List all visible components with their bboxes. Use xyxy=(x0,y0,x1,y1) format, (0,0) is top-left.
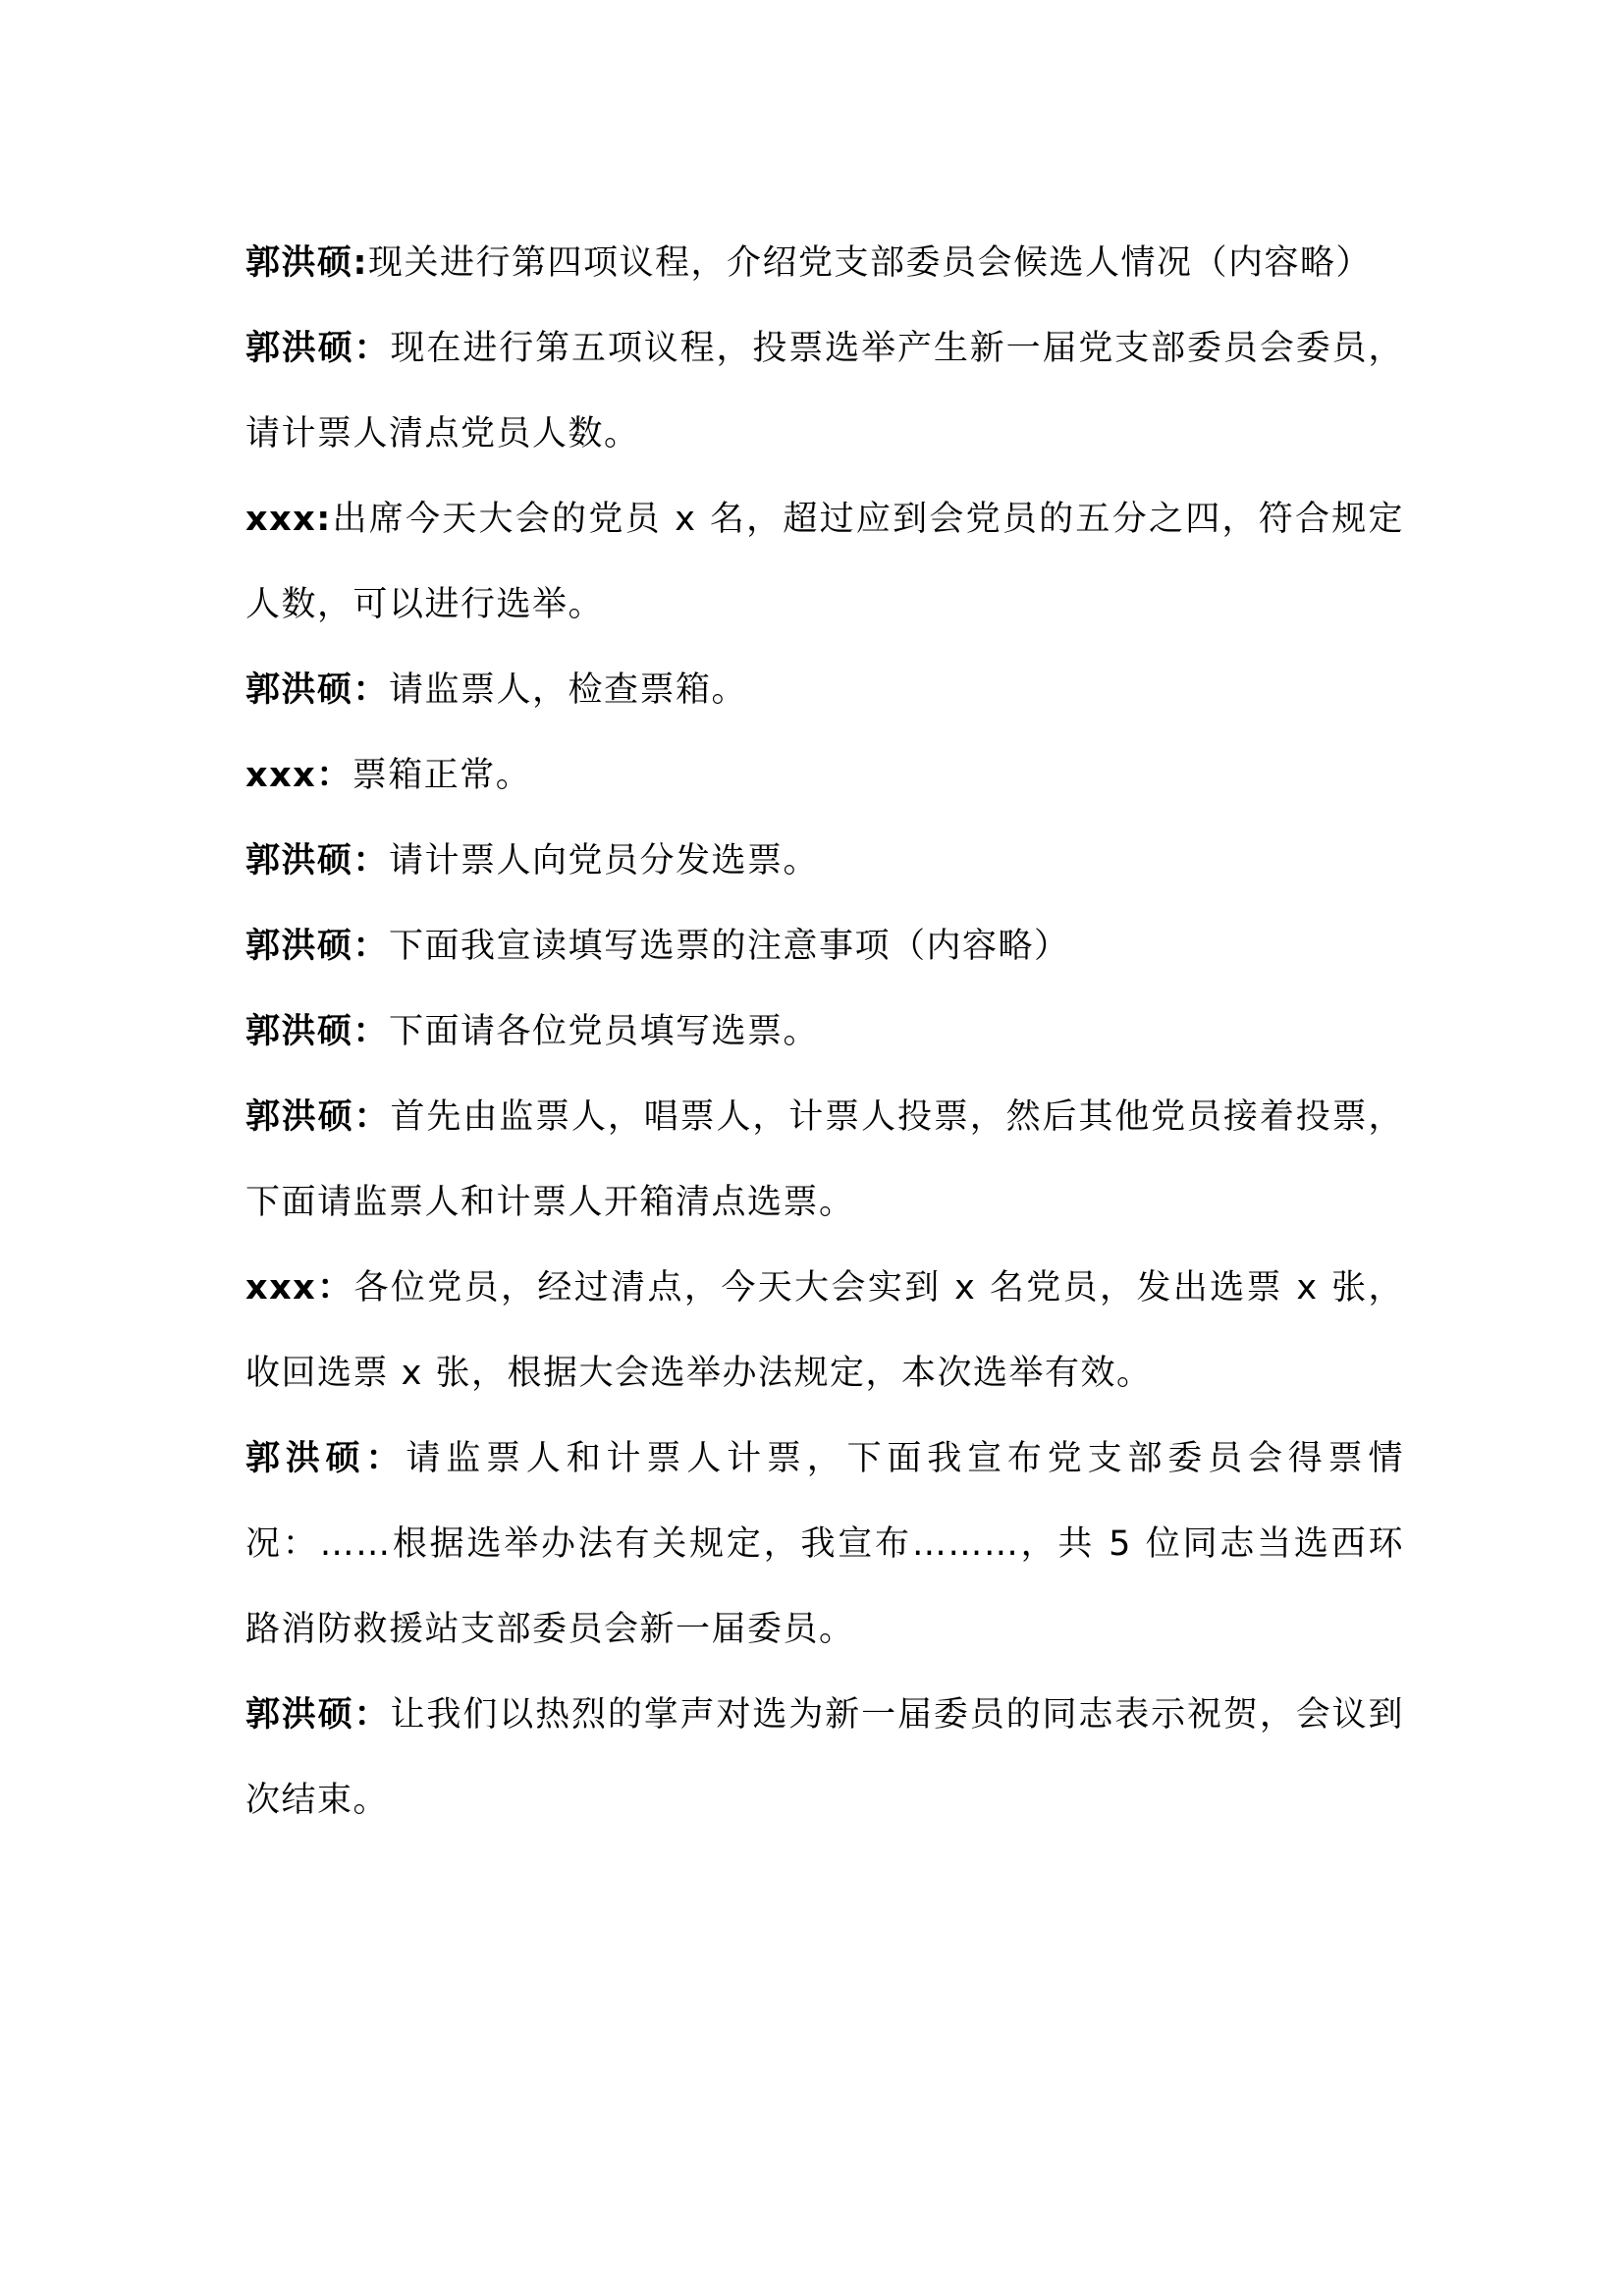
speaker-label: 郭洪硕： xyxy=(245,329,391,368)
paragraph-agenda-4 xyxy=(245,221,1404,306)
speaker-label: 郭洪硕： xyxy=(245,1439,406,1478)
paragraph-instructions xyxy=(245,904,1404,989)
paragraph-text: 现关进行第四项议程，介绍党支部委员会候选人情况（内容略） xyxy=(368,243,1373,283)
paragraph-text: 票箱正常。 xyxy=(352,756,532,795)
paragraph-text: 下面请各位党员填写选票。 xyxy=(389,1012,820,1051)
paragraph-text: 首先由监票人，唱票人，计票人投票，然后其他党员接着投票，下面请监票人和计票人开箱清点选票。 xyxy=(245,1097,1404,1222)
paragraph-distribute-ballots xyxy=(245,819,1404,904)
speaker-label: 郭洪硕： xyxy=(245,927,390,966)
paragraph-text: 请监票人和计票人计票，下面我宣布党支部委员会得票情况：……根据选举办法有关规定，我宣布………，共 5 位同志当选西环路消防救援站支部委员会新一届委员。 xyxy=(245,1439,1404,1649)
speaker-label: 郭洪硕： xyxy=(245,670,390,710)
speaker-label: xxx: xyxy=(245,500,332,539)
paragraph-text: 请监票人，检查票箱。 xyxy=(389,670,748,710)
speaker-label: xxx： xyxy=(245,756,352,795)
speaker-label: 郭洪硕： xyxy=(245,1012,390,1051)
paragraph-text: 出席今天大会的党员 x 名，超过应到会党员的五分之四，符合规定人数，可以进行选举。 xyxy=(245,500,1404,624)
speaker-label: xxx： xyxy=(245,1268,354,1308)
paragraph-closing xyxy=(245,1673,1404,1843)
speaker-label: 郭洪硕: xyxy=(245,243,368,283)
paragraph-announce xyxy=(245,1416,1404,1673)
speaker-label: 郭洪硕： xyxy=(245,841,390,881)
paragraph-check-box xyxy=(245,648,1404,733)
paragraph-agenda-5 xyxy=(245,306,1404,477)
paragraph-text: 现在进行第五项议程，投票选举产生新一届党支部委员会委员，请计票人清点党员人数。 xyxy=(245,329,1404,454)
paragraph-text: 请计票人向党员分发选票。 xyxy=(389,841,820,881)
paragraph-fill-ballots xyxy=(245,989,1404,1075)
paragraph-voting xyxy=(245,1075,1404,1246)
document-body xyxy=(245,221,1404,1843)
speaker-label: 郭洪硕： xyxy=(245,1097,391,1137)
paragraph-text: 让我们以热烈的掌声对选为新一届委员的同志表示祝贺，会议到次结束。 xyxy=(245,1695,1404,1820)
paragraph-box-normal xyxy=(245,733,1404,819)
paragraph-count-result xyxy=(245,1246,1404,1416)
paragraph-text: 下面我宣读填写选票的注意事项（内容略） xyxy=(389,927,1070,966)
speaker-label: 郭洪硕： xyxy=(245,1695,391,1735)
paragraph-text: 各位党员，经过清点，今天大会实到 x 名党员，发出选票 x 张，收回选票 x 张，根据大会选举办法规定，本次选举有效。 xyxy=(245,1268,1404,1393)
paragraph-attendance xyxy=(245,477,1404,648)
